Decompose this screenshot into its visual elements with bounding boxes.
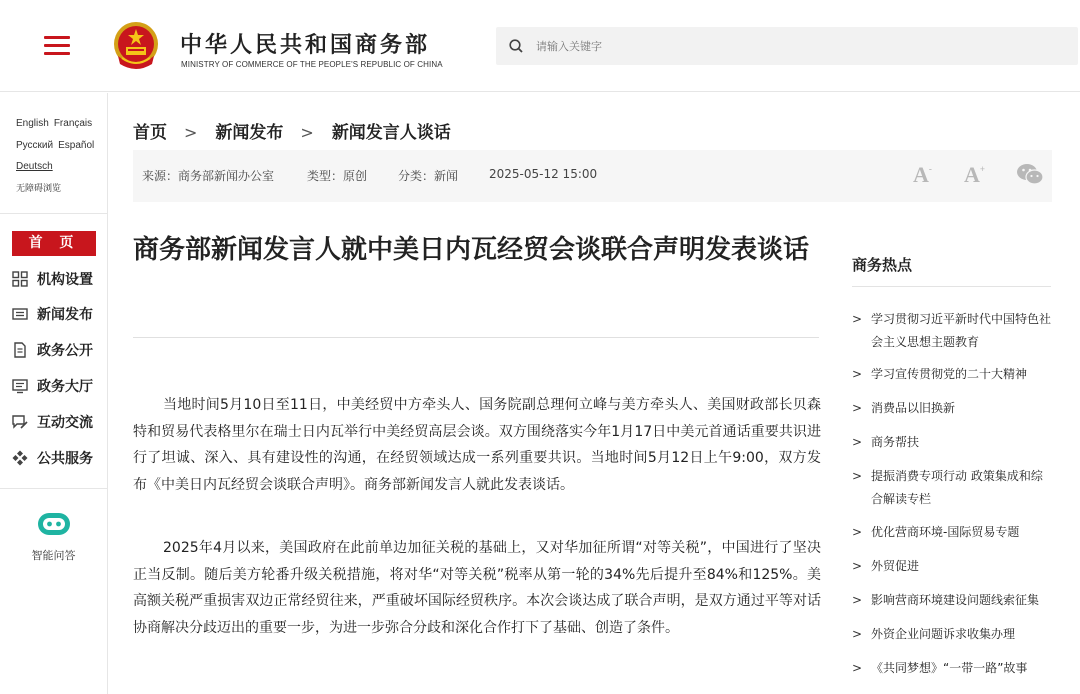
nav-item-label: 政务大厅 [37,379,93,395]
hot-topic-link[interactable]: > 消费品以旧换新 [852,397,1052,420]
breadcrumb-separator: > [300,123,314,142]
hot-topic-link[interactable]: > 商务帮扶 [852,431,1052,454]
chevron-right-icon: > [852,559,863,573]
nav-item-label: 机构设置 [37,272,93,288]
hot-topic-link[interactable]: > 学习贯彻习近平新时代中国特色社会主义思想主题教育 [852,308,1052,353]
article-title: 商务部新闻发言人就中美日内瓦经贸会谈联合声明发表谈话 [133,235,810,265]
hot-topic-link[interactable]: > 影响营商环境建设问题线索征集 [852,589,1052,612]
nav-item-label: 政务公开 [37,343,93,359]
brand-name-cn: 中华人民共和国商务部 [180,33,431,58]
brand-name-en: MINISTRY OF COMMERCE OF THE PEOPLE'S REPUBLIC OF CHINA [181,60,443,69]
grid-icon [12,271,28,287]
search-bar [496,27,1078,65]
breadcrumb-home[interactable]: 首页 [133,123,167,143]
hot-topic-link[interactable]: > 学习宣传贯彻党的二十大精神 [852,363,1052,386]
divider [0,488,107,489]
breadcrumb [133,118,451,143]
article-meta-bar [133,150,1052,202]
chevron-right-icon: > [852,525,863,539]
meta-category: 分类：新闻 [398,169,459,183]
site-header [0,0,1080,92]
accessible-browse-link[interactable]: 无障碍浏览 [16,183,62,194]
breadcrumb-news[interactable]: 新闻发布 [215,123,284,143]
national-emblem-icon [112,20,160,72]
nav-item-news[interactable] [12,304,106,326]
menu-icon[interactable] [44,36,70,56]
newspaper-icon [12,306,28,322]
left-sidebar [0,93,108,694]
meta-type: 类型：原创 [307,169,368,183]
search-icon[interactable] [508,38,524,54]
hot-topic-link[interactable]: > 外资企业问题诉求收集办理 [852,623,1052,646]
chevron-right-icon: > [852,312,863,326]
chevron-right-icon: > [852,401,863,415]
hot-topic-link[interactable]: > 《共同梦想》“一带一路”故事 [852,657,1052,680]
hot-topics-title: 商务热点 [852,256,913,274]
document-icon [12,342,28,358]
nav-item-interaction[interactable] [12,412,106,434]
hot-topic-link[interactable]: > 优化营商环境-国际贸易专题 [852,521,1052,544]
meta-datetime: 2025-05-12 15:00 [489,167,598,181]
lang-espanol[interactable]: Español [58,139,95,151]
wechat-share-icon[interactable] [1016,162,1044,186]
article-paragraph: 当地时间5月10日至11日，中美经贸中方牵头人、国务院副总理何立峰与美方牵头人、美国财政部长贝森特和贸易代表格里尔在瑞士日内瓦举行中美经贸高层会谈。双方围绕落实今年1月17日中美元首通话重要共识进行了坦诚、深入、具有建设性的沟通，在经贸领域达成一系列重要共识。当地时间5月12日上午9:00，双方发布《中美日内瓦经贸会谈联合声明》。商务部新闻发言人就此发表谈话。 [133,397,821,493]
nav-item-service-hall[interactable] [12,376,106,398]
meta-source: 来源：商务部新闻办公室 [142,169,275,183]
chevron-right-icon: > [852,593,863,607]
chevron-right-icon: > [852,435,863,449]
search-input[interactable] [536,35,1056,57]
nav-home[interactable]: 首 页 [12,231,96,256]
hot-topic-link[interactable]: > 外贸促进 [852,555,1052,578]
chevron-right-icon: > [852,367,863,381]
lang-russian[interactable]: Русский [16,139,54,151]
diamond-cluster-icon [12,450,28,466]
nav-item-public-service[interactable] [12,448,106,470]
language-switcher [16,113,106,200]
lang-francais[interactable]: Français [53,118,93,129]
smart-qa-button[interactable] [0,511,107,563]
breadcrumb-separator: > [184,123,198,142]
font-decrease-button[interactable]: A- [913,162,932,187]
chevron-right-icon: > [852,661,863,675]
nav-item-label: 新闻发布 [37,307,93,323]
monitor-icon [12,378,28,394]
font-increase-button[interactable]: A+ [964,162,986,187]
divider [0,213,107,214]
chat-edit-icon [12,414,28,430]
smart-qa-label: 智能问答 [31,549,76,562]
lang-english[interactable]: English [16,118,49,129]
chevron-right-icon: > [852,627,863,641]
hot-topic-link[interactable]: > 提振消费专项行动 政策集成和综合解读专栏 [852,465,1052,510]
breadcrumb-spokesperson[interactable]: 新闻发言人谈话 [331,123,451,143]
chevron-right-icon: > [852,469,863,483]
article-paragraph: 2025年4月以来，美国政府在此前单边加征关税的基础上，又对华加征所谓“对等关税”，中国进行了坚决正当反制。随后美方轮番升级关税措施，将对华“对等关税”税率从第一轮的34%先后提升至84%和125%。美高额关税严重损害双边正常经贸往来，严重破坏国际经贸秩序。本次会谈达成了联合声明，是双方通过平等对话协商解决分歧迈出的重要一步，为进一步弥合分歧和深化合作打下了基础、创造了条件。 [133,540,821,636]
divider [852,286,1051,287]
robot-icon [36,511,72,537]
nav-item-label: 公共服务 [37,451,93,467]
divider [133,337,819,338]
lang-deutsch[interactable]: Deutsch [16,161,53,172]
nav-item-label: 互动交流 [37,415,93,431]
nav-item-organization[interactable] [12,269,106,291]
nav-item-gov-affairs[interactable] [12,340,106,362]
